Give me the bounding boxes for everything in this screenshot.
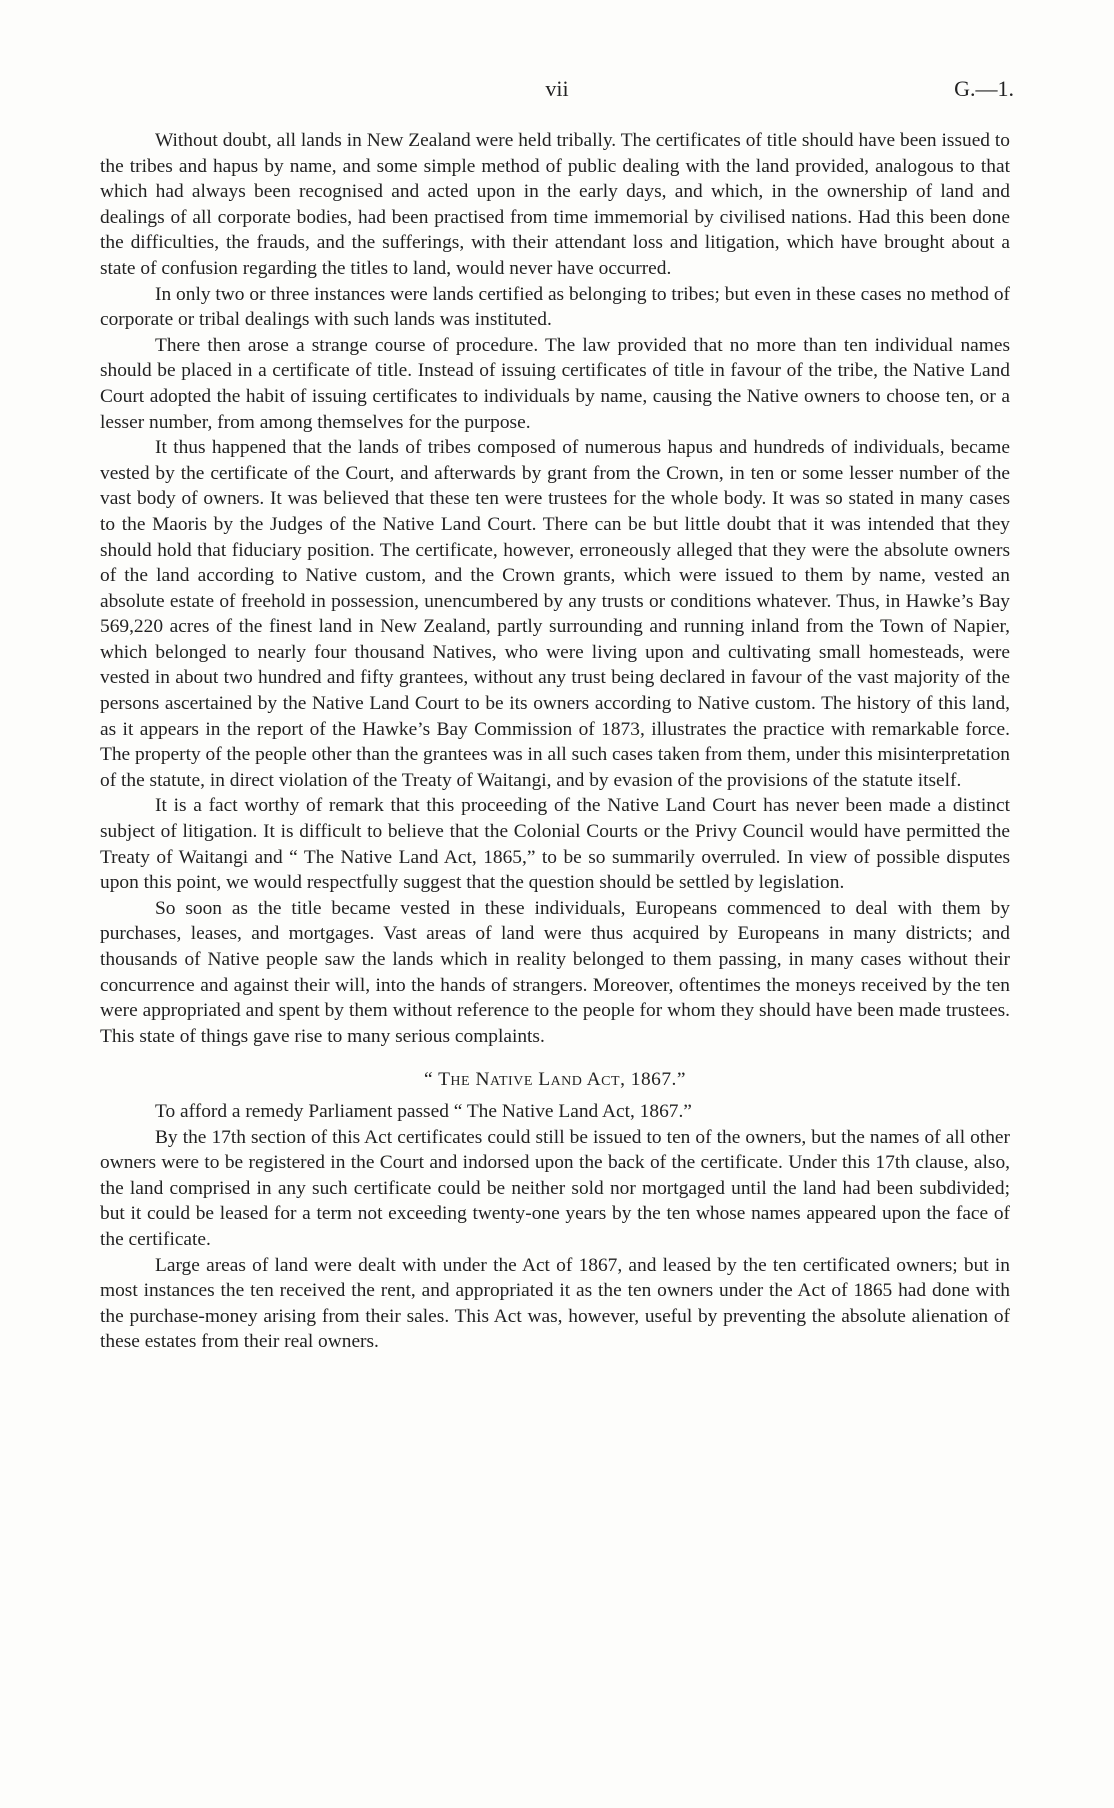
page-number: vii	[545, 76, 569, 101]
page-body	[100, 128, 1010, 1355]
paragraph: It thus happened that the lands of tribes composed of numerous hapus and hundreds of individuals, became vested by the certificate of the Court, and afterwards by grant from the Crown, in ten or some lesser number of the vast body of owners. It was believed that these ten were trustees for the whole body. It was so stated in many cases to the Maoris by the Judges of the Native Land Court. There can be but little doubt that it was intended that they should hold that fiduciary position. The certificate, however, erroneously alleged that they were the absolute owners of the land according to Native custom, and the Crown grants, which were issued to them by name, vested an absolute estate of freehold in possession, unencumbered by any trusts or conditions whatever. Thus, in Hawke’s Bay 569,220 acres of the finest land in New Zealand, partly surrounding and running inland from the Town of Napier, which belonged to nearly four thousand Natives, who were living upon and cultivating small homesteads, were vested in about two hundred and fifty grantees, without any trust being declared in favour of the vast majority of the persons ascertained by the Native Land Court to be its owners according to Native custom. The history of this land, as it appears in the report of the Hawke’s Bay Commission of 1873, illustrates the practice with remarkable force. The property of the people other than the grantees was in all such cases taken from them, under this misinterpretation of the statute, in direct violation of the Treaty of Waitangi, and by evasion of the provisions of the statute itself.	[100, 437, 1010, 791]
paragraph: So soon as the title became vested in these individuals, Europeans commenced to deal with them by purchases, leases, and mortgages. Vast areas of land were thus acquired by Europeans in many districts; and thousands of Native people saw the lands which in reality belonged to them passing, in many cases without their concurrence and against their will, into the hands of strangers. Moreover, oftentimes the moneys received by the ten were appropriated and spent by them without reference to the people for whom they should have been made trustees. This state of things gave rise to many serious complaints.	[100, 897, 1010, 1047]
section-heading: “ The Native Land Act, 1867.”	[423, 1069, 687, 1091]
paragraph: Without doubt, all lands in New Zealand were held tribally. The certificates of title should have been issued to the tribes and hapus by name, and some simple method of public dealing with the land provided, analogous to that which had always been recognised and acted upon in the early days, and which, in the ownership of land and dealings of all corporate bodies, had been practised from time immemorial by civilised nations. Had this been done the difficulties, the frauds, and the sufferings, with their attendant loss and litigation, which have brought about a state of confusion regarding the titles to land, would never have occurred.	[100, 130, 1010, 279]
paragraph: Large areas of land were dealt with under the Act of 1867, and leased by the ten certificated owners; but in most instances the ten received the rent, and appropriated it as the ten owners under the Act of 1865 had done with the purchase-money arising from their sales. This Act was, however, useful by preventing the absolute alienation of these estates from their real owners.	[100, 1254, 1010, 1353]
paragraph: In only two or three instances were lands certified as belonging to tribes; but even in these cases no method of corporate or tribal dealings with such lands was instituted.	[100, 283, 1010, 331]
paragraph: To afford a remedy Parliament passed “ The Native Land Act, 1867.”	[155, 1100, 692, 1122]
paragraph: There then arose a strange course of procedure. The law provided that no more than ten individual names should be placed in a certificate of title. Instead of issuing certificates of title in favour of the tribe, the Native Land Court adopted the habit of issuing certificates to individuals by name, causing the Native owners to choose ten, or a lesser number, from among themselves for the purpose.	[100, 334, 1010, 433]
document-reference: G.—1.	[954, 76, 1014, 101]
paragraph: By the 17th section of this Act certificates could still be issued to ten of the owners, but the names of all other owners were to be registered in the Court and indorsed upon the back of the certificate. Under this 17th clause, also, the land comprised in any such certificate could be neither sold nor mortgaged until the land had been subdivided; but it could be leased for a term not exceeding twenty-one years by the ten whose names appeared upon the face of the certificate.	[100, 1126, 1010, 1250]
page-header	[100, 76, 1014, 106]
paragraph: It is a fact worthy of remark that this proceeding of the Native Land Court has never been made a distinct subject of litigation. It is difficult to believe that the Colonial Courts or the Privy Council would have permitted the Treaty of Waitangi and “ The Native Land Act, 1865,” to be so summarily overruled. In view of possible disputes upon this point, we would respectfully suggest that the question should be settled by legislation.	[100, 795, 1010, 894]
